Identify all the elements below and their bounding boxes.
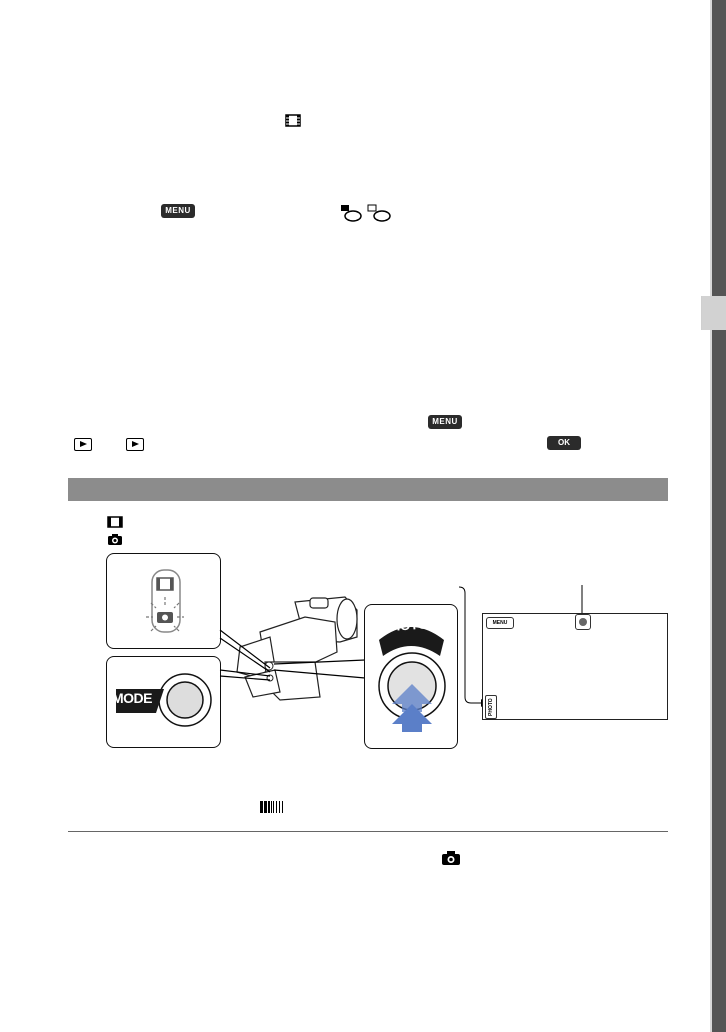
internal-memory-icon <box>340 204 362 222</box>
ok-button-icon: OK <box>547 436 581 450</box>
lcd-menu-button: MENU <box>486 617 514 629</box>
section-heading-bar <box>68 478 668 501</box>
callout-line <box>578 585 586 615</box>
mode-label: MODE <box>112 690 152 706</box>
film-icon <box>107 516 123 528</box>
battery-bars-icon <box>260 800 284 814</box>
playback-icon <box>126 438 144 451</box>
menu-button-icon: MENU <box>428 415 462 429</box>
camera-icon <box>107 533 123 546</box>
photo-label: PHOTO <box>381 616 429 635</box>
playback-icon <box>74 438 92 451</box>
memory-card-icon <box>367 204 391 222</box>
section-tab <box>701 296 726 330</box>
lcd-photo-button: PHOTO <box>485 695 497 719</box>
divider <box>68 831 668 832</box>
leader-lines <box>200 600 380 710</box>
side-bar <box>712 0 726 1032</box>
film-icon <box>285 114 301 127</box>
menu-button-icon: MENU <box>161 204 195 218</box>
record-indicator-icon <box>575 614 591 630</box>
camera-icon <box>441 850 461 866</box>
